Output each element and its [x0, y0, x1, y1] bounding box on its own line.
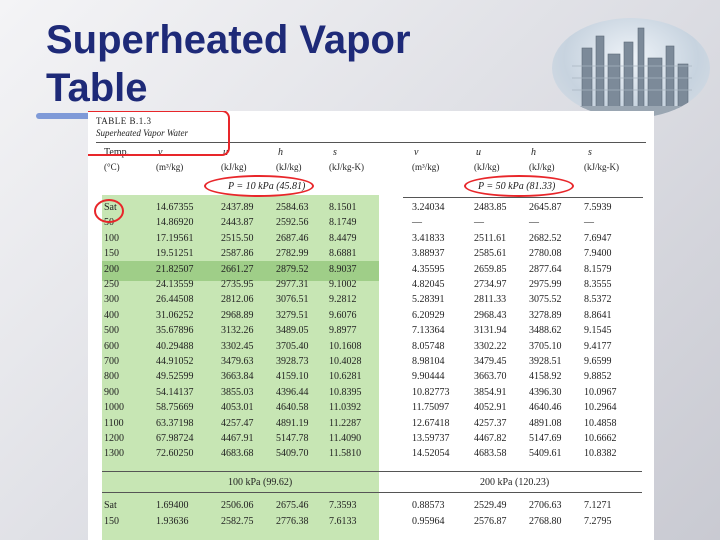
cell-right-col-0: 12.67418 — [412, 417, 450, 429]
cell-left-col-2: 4640.58 — [276, 402, 309, 414]
cell-left-col-2: 5409.70 — [276, 448, 309, 460]
annotation-50kpa-circle — [464, 175, 574, 197]
cell-right-col-1: 2585.61 — [474, 248, 507, 260]
cell-right-col-3: 8.8641 — [584, 309, 612, 321]
cell-right-col-3: 10.2964 — [584, 402, 617, 414]
cell-right-col-3: 10.6662 — [584, 433, 617, 444]
cell-right-col-0: 5.28391 — [412, 294, 445, 306]
cell-right-col-3: 9.6599 — [584, 356, 612, 367]
cell-right-col-0: 8.98104 — [412, 356, 445, 367]
cell-right-col-1: 2483.85 — [474, 202, 507, 213]
cell-right-col-0: 8.05748 — [412, 340, 445, 352]
cell-left-col-1: 4467.91 — [221, 433, 254, 444]
row-temperature: 150 — [104, 248, 119, 260]
cell-left-col-0: 63.37198 — [156, 417, 194, 429]
cell-right-col-1: 4257.37 — [474, 417, 507, 429]
cell-right-col-3: 8.3555 — [584, 279, 612, 290]
cell-right-col-3: 9.8852 — [584, 371, 612, 383]
cell-left-col-2: 4396.44 — [276, 386, 309, 398]
cell-right-col-3: 8.5372 — [584, 294, 612, 306]
cell-right-col-2: 2877.64 — [529, 263, 562, 275]
cell-left-col-0: 67.98724 — [156, 433, 194, 444]
cell-right-col-2: 2975.99 — [529, 279, 562, 290]
col-unit-u-right: (kJ/kg) — [474, 162, 500, 172]
cell-right-col-3: 9.1545 — [584, 325, 612, 337]
cell-left-col-3: 10.8395 — [329, 386, 362, 398]
cell-left-col-3: 11.5810 — [329, 448, 362, 460]
cell-left-col-1: 2735.95 — [221, 279, 254, 290]
row-temperature: 700 — [104, 356, 119, 367]
cell-left-col-2: 2879.52 — [276, 263, 309, 275]
cell-left-col-0: 14.67355 — [156, 202, 194, 213]
cell-right-col-1: 3479.45 — [474, 356, 507, 367]
cell-right-col-0: 3.24034 — [412, 202, 445, 213]
cell-right-col-2: 2768.80 — [529, 516, 562, 527]
cell-left-col-2: 4159.10 — [276, 371, 309, 383]
col-unit-temp: (°C) — [104, 162, 120, 172]
cell-right-col-2: 4640.46 — [529, 402, 562, 414]
cell-right-col-3: 7.1271 — [584, 500, 612, 511]
cell-left-col-3: 7.6133 — [329, 516, 357, 527]
scanned-table-image — [88, 111, 654, 540]
cell-left-col-1: 4053.01 — [221, 402, 254, 414]
cell-right-col-0: 3.41833 — [412, 232, 445, 244]
cell-left-col-1: 2437.89 — [221, 202, 254, 213]
cell-right-col-1: 3854.91 — [474, 386, 507, 398]
cell-right-col-2: 3278.89 — [529, 309, 562, 321]
col-header-v-left: v — [158, 147, 163, 158]
row-temperature: 800 — [104, 371, 119, 383]
cell-left-col-2: 2675.46 — [276, 500, 309, 511]
cell-left-col-3: 10.6281 — [329, 371, 362, 383]
row-temperature: Sat — [104, 202, 117, 213]
cell-left-col-2: 2592.56 — [276, 217, 309, 229]
cell-left-col-0: 40.29488 — [156, 340, 194, 352]
cell-left-col-2: 3489.05 — [276, 325, 309, 337]
cell-right-col-0: 3.88937 — [412, 248, 445, 260]
cell-left-col-1: 4257.47 — [221, 417, 254, 429]
cell-left-col-3: 8.4479 — [329, 232, 357, 244]
cell-right-col-1: 3302.22 — [474, 340, 507, 352]
cell-right-col-0: 9.90444 — [412, 371, 445, 383]
cell-right-col-0: 7.13364 — [412, 325, 445, 337]
row-temperature: 500 — [104, 325, 119, 337]
cell-left-col-0: 72.60250 — [156, 448, 194, 460]
cell-right-col-3: 10.4858 — [584, 417, 617, 429]
cell-left-col-1: 3479.63 — [221, 356, 254, 367]
annotation-table-label-circle — [88, 111, 230, 156]
cell-left-col-0: 54.14137 — [156, 386, 194, 398]
cell-left-col-3: 8.6881 — [329, 248, 357, 260]
cell-right-col-2: 5147.69 — [529, 433, 562, 444]
cell-left-col-2: 3928.73 — [276, 356, 309, 367]
col-unit-h-left: (kJ/kg) — [276, 162, 302, 172]
cell-left-col-3: 10.4028 — [329, 356, 362, 367]
cell-left-col-3: 9.8977 — [329, 325, 357, 337]
cell-left-col-2: 2782.99 — [276, 248, 309, 260]
cell-right-col-2: — — [529, 217, 539, 229]
cell-right-col-1: 2734.97 — [474, 279, 507, 290]
cell-right-col-1: 3663.70 — [474, 371, 507, 383]
cell-left-col-1: 2582.75 — [221, 516, 254, 527]
slide-title-line2: Table — [46, 66, 148, 110]
cell-right-col-0: — — [412, 217, 422, 229]
cell-left-col-1: 3132.26 — [221, 325, 254, 337]
pressure-label-10kpa: P = 10 kPa (45.81) — [228, 181, 306, 192]
cell-left-col-0: 35.67896 — [156, 325, 194, 337]
cell-left-col-1: 3855.03 — [221, 386, 254, 398]
highlight-10kpa-block — [102, 195, 379, 540]
row-temperature: 250 — [104, 279, 119, 290]
row-temperature: 900 — [104, 386, 119, 398]
row-temperature: 100 — [104, 232, 119, 244]
row-temperature: 1200 — [104, 433, 124, 444]
cell-left-col-0: 14.86920 — [156, 217, 194, 229]
row-temperature: 1000 — [104, 402, 124, 414]
cell-right-col-2: 2706.63 — [529, 500, 562, 511]
cell-right-col-2: 3488.62 — [529, 325, 562, 337]
pressure-label-200kpa: 200 kPa (120.23) — [480, 477, 550, 488]
cell-right-col-1: 3131.94 — [474, 325, 507, 337]
cell-left-col-2: 2977.31 — [276, 279, 309, 290]
cell-left-col-0: 19.51251 — [156, 248, 194, 260]
col-unit-v-left: (m³/kg) — [156, 162, 184, 172]
cell-right-col-3: 7.6947 — [584, 232, 612, 244]
cell-right-col-3: — — [584, 217, 594, 229]
col-header-temp: Temp. — [104, 147, 130, 158]
cell-left-col-1: 2515.50 — [221, 232, 254, 244]
slide-title-line1: Superheated Vapor — [46, 18, 411, 62]
cell-right-col-3: 9.4177 — [584, 340, 612, 352]
cell-left-col-0: 1.69400 — [156, 500, 189, 511]
cell-left-col-2: 5147.78 — [276, 433, 309, 444]
cell-left-col-1: 2443.87 — [221, 217, 254, 229]
annotation-sat-circle — [94, 199, 124, 223]
cell-left-col-3: 8.1501 — [329, 202, 357, 213]
col-header-h-left: h — [278, 147, 283, 158]
row-temperature: Sat — [104, 500, 117, 511]
cell-right-col-0: 6.20929 — [412, 309, 445, 321]
cell-left-col-1: 4683.68 — [221, 448, 254, 460]
cell-left-col-3: 9.6076 — [329, 309, 357, 321]
row-temperature: 50 — [104, 217, 114, 229]
cell-left-col-0: 24.13559 — [156, 279, 194, 290]
cell-left-col-2: 3279.51 — [276, 309, 309, 321]
cell-right-col-3: 10.0967 — [584, 386, 617, 398]
col-unit-s-right: (kJ/kg-K) — [584, 162, 619, 172]
cell-left-col-0: 17.19561 — [156, 232, 194, 244]
cell-left-col-1: 3302.45 — [221, 340, 254, 352]
cell-right-col-0: 13.59737 — [412, 433, 450, 444]
cell-left-col-2: 3076.51 — [276, 294, 309, 306]
cell-right-col-2: 2780.08 — [529, 248, 562, 260]
cell-left-col-3: 8.1749 — [329, 217, 357, 229]
cell-right-col-3: 7.5939 — [584, 202, 612, 213]
col-unit-s-left: (kJ/kg-K) — [329, 162, 364, 172]
row-temperature: 300 — [104, 294, 119, 306]
cell-right-col-1: 2659.85 — [474, 263, 507, 275]
table-name: Superheated Vapor Water — [96, 128, 188, 138]
cell-right-col-3: 10.8382 — [584, 448, 617, 460]
pressure-label-50kpa: P = 50 kPa (81.33) — [478, 181, 556, 192]
cell-left-col-0: 21.82507 — [156, 263, 194, 275]
cell-left-col-1: 2661.27 — [221, 263, 254, 275]
cell-left-col-3: 11.2287 — [329, 417, 362, 429]
cell-right-col-2: 3075.52 — [529, 294, 562, 306]
annotation-10kpa-circle — [204, 175, 314, 197]
cell-right-col-3: 7.9400 — [584, 248, 612, 260]
cell-left-col-0: 49.52599 — [156, 371, 194, 383]
cell-right-col-0: 0.88573 — [412, 500, 445, 511]
cell-right-col-1: 2511.61 — [474, 232, 507, 244]
cell-right-col-2: 4891.08 — [529, 417, 562, 429]
second-block-mid-rule — [102, 492, 642, 493]
col-header-v-right: v — [414, 147, 419, 158]
cell-left-col-3: 11.4090 — [329, 433, 362, 444]
pressure-label-100kpa: 100 kPa (99.62) — [228, 477, 293, 488]
cell-right-col-0: 4.82045 — [412, 279, 445, 290]
cell-left-col-3: 9.2812 — [329, 294, 357, 306]
cell-right-col-0: 11.75097 — [412, 402, 450, 414]
cell-right-col-1: 2811.33 — [474, 294, 507, 306]
title-underline — [36, 113, 96, 119]
cell-left-col-0: 26.44508 — [156, 294, 194, 306]
col-header-s-left: s — [333, 147, 337, 158]
cell-right-col-2: 2645.87 — [529, 202, 562, 213]
cell-right-col-2: 5409.61 — [529, 448, 562, 460]
row-temperature: 150 — [104, 516, 119, 527]
cell-right-col-3: 8.1579 — [584, 263, 612, 275]
cell-right-col-1: 4683.58 — [474, 448, 507, 460]
cell-right-col-2: 2682.52 — [529, 232, 562, 244]
cell-right-col-1: — — [474, 217, 484, 229]
cell-right-col-1: 2576.87 — [474, 516, 507, 527]
second-block-top-rule — [102, 471, 642, 472]
cell-right-col-0: 4.35595 — [412, 263, 445, 275]
cell-right-col-1: 2968.43 — [474, 309, 507, 321]
col-unit-h-right: (kJ/kg) — [529, 162, 555, 172]
cell-left-col-3: 8.9037 — [329, 263, 357, 275]
col-header-s-right: s — [588, 147, 592, 158]
cell-right-col-0: 0.95964 — [412, 516, 445, 527]
right-block-rule — [403, 197, 643, 198]
cell-right-col-3: 7.2795 — [584, 516, 612, 527]
cell-left-col-0: 31.06252 — [156, 309, 194, 321]
cell-right-col-2: 4396.30 — [529, 386, 562, 398]
col-header-u-right: u — [476, 147, 481, 158]
slide-title — [46, 16, 411, 112]
cell-left-col-1: 2506.06 — [221, 500, 254, 511]
col-header-h-right: h — [531, 147, 536, 158]
table-label: TABLE B.1.3 — [96, 116, 152, 126]
cell-left-col-1: 2587.86 — [221, 248, 254, 260]
cell-left-col-1: 2812.06 — [221, 294, 254, 306]
refinery-photo — [552, 18, 710, 118]
cell-right-col-1: 2529.49 — [474, 500, 507, 511]
cell-left-col-0: 58.75669 — [156, 402, 194, 414]
cell-left-col-2: 3705.40 — [276, 340, 309, 352]
cell-right-col-2: 3705.10 — [529, 340, 562, 352]
cell-right-col-0: 10.82773 — [412, 386, 450, 398]
cell-left-col-2: 4891.19 — [276, 417, 309, 429]
cell-left-col-0: 1.93636 — [156, 516, 189, 527]
row-temperature: 1300 — [104, 448, 124, 460]
cell-right-col-0: 14.52054 — [412, 448, 450, 460]
cell-right-col-2: 4158.92 — [529, 371, 562, 383]
col-unit-v-right: (m³/kg) — [412, 162, 440, 172]
row-temperature: 600 — [104, 340, 119, 352]
row-temperature: 1100 — [104, 417, 124, 429]
row-temperature: 200 — [104, 263, 119, 275]
cell-left-col-3: 9.1002 — [329, 279, 357, 290]
cell-left-col-2: 2776.38 — [276, 516, 309, 527]
cell-right-col-1: 4467.82 — [474, 433, 507, 444]
cell-left-col-3: 7.3593 — [329, 500, 357, 511]
cell-left-col-3: 11.0392 — [329, 402, 362, 414]
cell-right-col-2: 3928.51 — [529, 356, 562, 367]
cell-right-col-1: 4052.91 — [474, 402, 507, 414]
cell-left-col-2: 2584.63 — [276, 202, 309, 213]
cell-left-col-3: 10.1608 — [329, 340, 362, 352]
cell-left-col-2: 2687.46 — [276, 232, 309, 244]
col-unit-u-left: (kJ/kg) — [221, 162, 247, 172]
cell-left-col-1: 2968.89 — [221, 309, 254, 321]
cell-left-col-0: 44.91052 — [156, 356, 194, 367]
cell-left-col-1: 3663.84 — [221, 371, 254, 383]
col-header-u-left: u — [223, 147, 228, 158]
row-temperature: 400 — [104, 309, 119, 321]
